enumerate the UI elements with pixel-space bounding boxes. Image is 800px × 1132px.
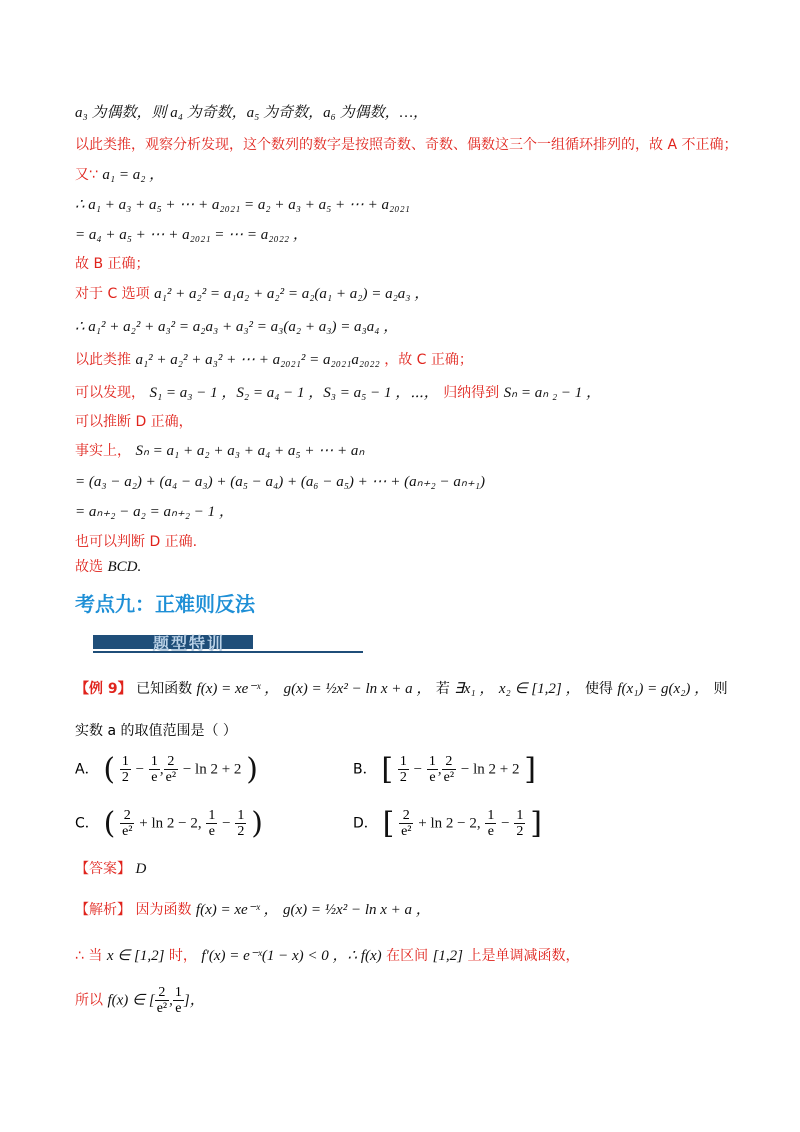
option-b[interactable]: B． [ $\frac{1}{2}$ − $\frac{1}{e}$ , $\frac{2}{\text{e²}}$ − ln 2 + 2 ] xyxy=(353,752,536,787)
option-a[interactable]: A． ( $\frac{1}{2}$ − $\frac{1}{e}$ , $\frac{2}{\text{e²}}$ − ln 2 + 2 ) xyxy=(75,752,258,787)
analysis-line-1: 【解析】 因为函数 f(x) = xe⁻ˣ ， g(x) = ½x² − ln x + a ， xyxy=(75,902,431,918)
line-sum-a2022: = a₄ + a₅ + ⋯ + a₂₀₂₁ = ⋯ = a₂₀₂₂ ， xyxy=(75,227,308,243)
line-telescoping: = (a₃ − a₂) + (a₄ − a₃) + (a₅ − a₄) + (a₆ − a₅) + ⋯ + (aₙ₊₂ − aₙ₊₁) xyxy=(75,474,485,490)
answer-line: 【答案】 D xyxy=(75,861,147,877)
analysis-line-2: ∴ 当 x ∈ [1,2] 时， f′(x) = e⁻ˣ(1 − x) < 0 ，∴ f(x) 在区间 [1,2] 上是单调减函数， xyxy=(75,948,580,964)
line-choose-bcd: 故选 BCD. xyxy=(75,559,142,575)
section-heading: 考点九：正难则反法 xyxy=(75,592,255,616)
line-option-c: 对于 C 选项 a₁² + a₂² = a₁a₂ + a₂² = a₂(a₁ + a₂) = a₂a₃ ， xyxy=(75,286,430,302)
line-d-correct: 也可以判断 D 正确. xyxy=(75,534,198,550)
option-c[interactable]: C． ( $\frac{2}{\text{e²}}$ + ln 2 − 2, $\frac{1}{e}$ − $\frac{1}{2}$ ) xyxy=(75,806,263,841)
example-tag: 【例 9】 xyxy=(75,681,132,697)
banner-tixingtexun xyxy=(93,631,363,655)
line-a1-eq-a2: 又∵ a₁ = a₂ ， xyxy=(75,167,165,183)
banner-label: 题型特训 xyxy=(153,634,226,653)
line-squares-sum: ∴ a₁² + a₂² + a₃² = a₂a₃ + a₃² = a₃(a₂ + a₃) = a₃a₄ ， xyxy=(75,319,399,335)
line-sn-def: 事实上， Sₙ = a₁ + a₂ + a₃ + a₄ + a₅ + ⋯ + aₙ xyxy=(75,443,365,459)
example-line-2: 实数 a 的取值范围是（ ） xyxy=(75,723,237,739)
line-b-correct: 故 B 正确； xyxy=(75,256,150,272)
line-c-correct: 以此类推 a₁² + a₂² + a₃² + ⋯ + a₂₀₂₁² = a₂₀₂₁a₂₀₂₂ ，故 C 正确； xyxy=(75,352,473,368)
answer-value: D xyxy=(135,861,147,877)
banner-underline xyxy=(93,651,363,653)
analysis-line-3: 所以 f(x) ∈ [ $\frac{2}{\text{e²}}$ , $\frac{1}{e}$ ]， xyxy=(75,985,205,1016)
line-odd-sum: ∴ a₁ + a₃ + a₅ + ⋯ + a₂₀₂₁ = a₂ + a₃ + a₅ + ⋯ + a₂₀₂₁ xyxy=(75,197,410,213)
line-pattern-analysis: 以此类推，观察分析发现，这个数列的数字是按照奇数、奇数、偶数这三个一组循环排列的，故 A 不正确； xyxy=(75,137,738,153)
line-sn-pattern: 可以发现， S₁ = a₃ − 1 ，S₂ = a₄ − 1 ，S₃ = a₅ − 1 ，⋯， 归纳得到 Sₙ = aₙ ₂ − 1 ， xyxy=(75,385,602,401)
option-d[interactable]: D． [ $\frac{2}{\text{e²}}$ + ln 2 − 2, $\frac{1}{e}$ − $\frac{1}{2}$ ] xyxy=(353,806,542,841)
example-line-1: 【例 9】 已知函数 f(x) = xe⁻ˣ ， g(x) = ½x² − ln x + a ， 若 ∃x₁ ， x₂ ∈ [1,2] ， 使得 f(x₁) = g(x₂) ， 则 xyxy=(75,681,728,697)
line-a3-even: a₃ 为偶数，则 a₄ 为奇数，a₅ 为奇数，a₆ 为偶数，…， xyxy=(75,105,428,121)
line-d-infer: 可以推断 D 正确， xyxy=(75,414,193,430)
line-sn-result: = aₙ₊₂ − a₂ = aₙ₊₂ − 1 ， xyxy=(75,504,234,520)
